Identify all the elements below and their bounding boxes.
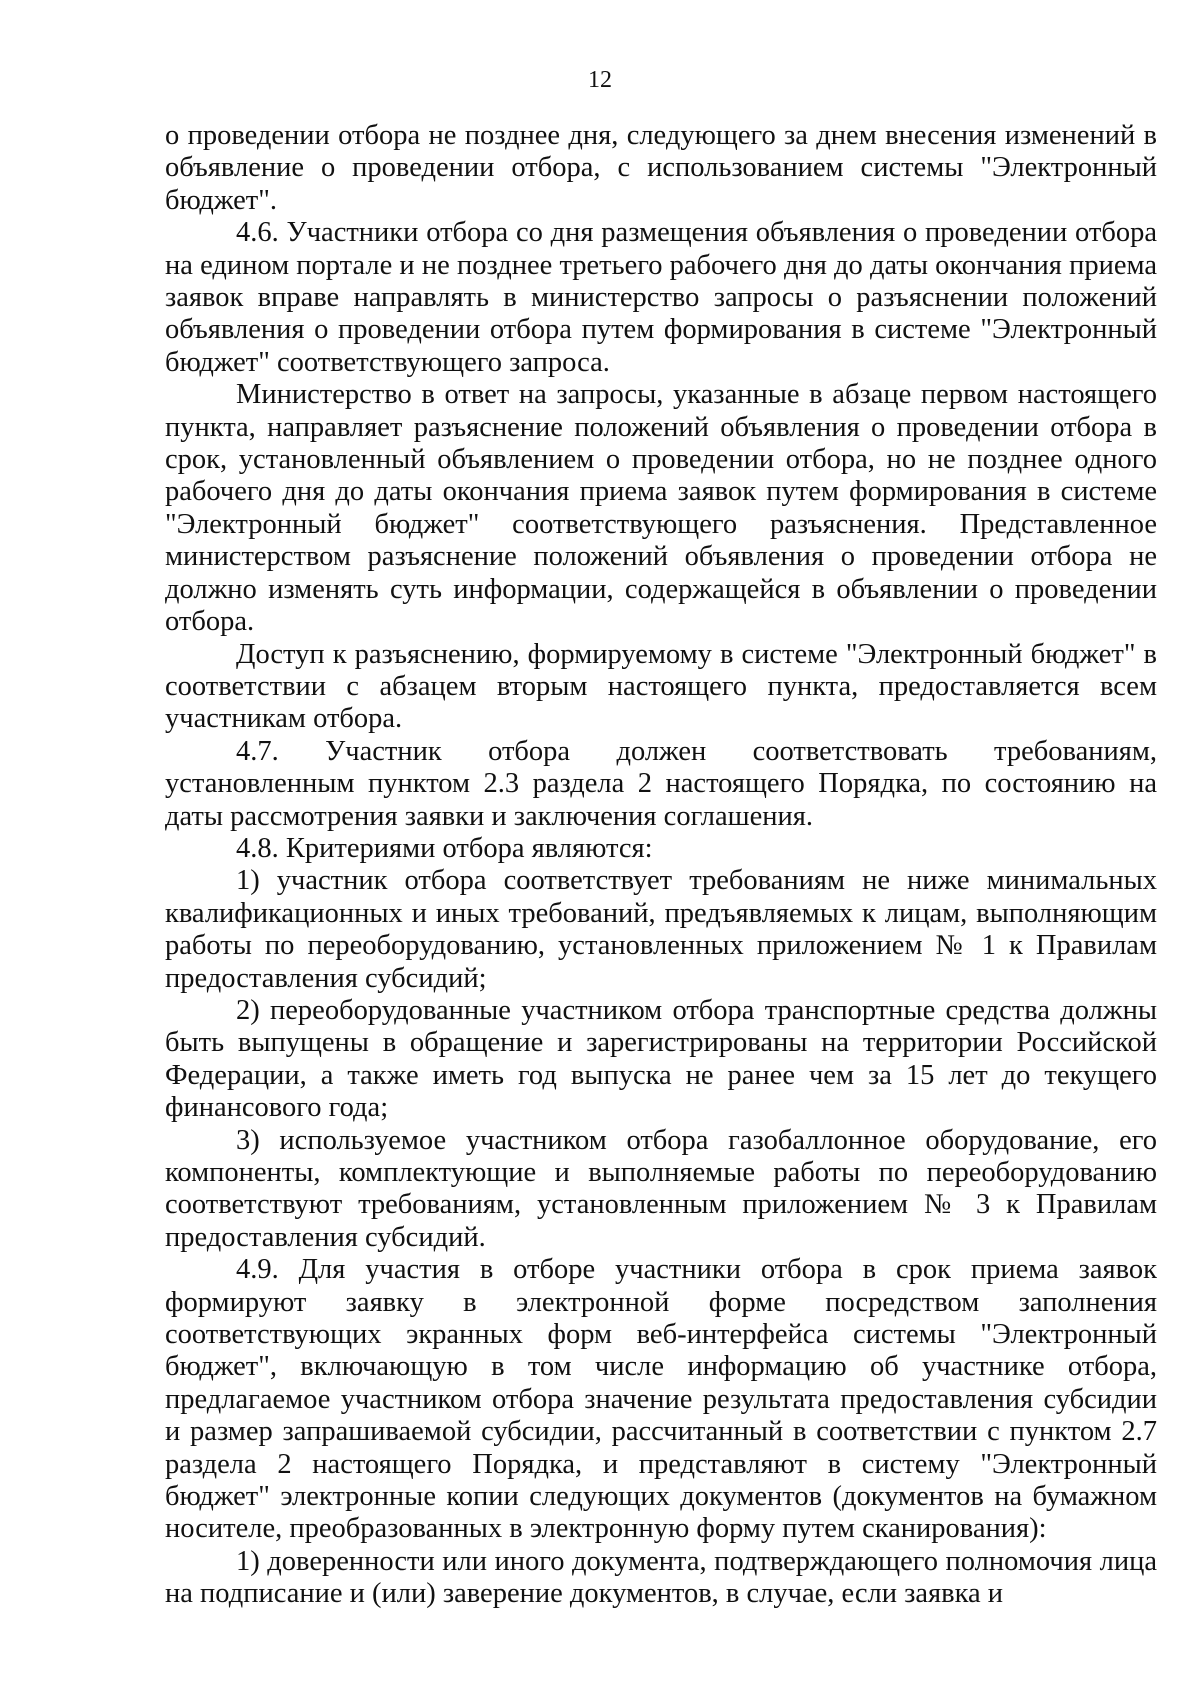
page-number: 12 [588, 67, 612, 93]
paragraph-4-6: 4.6. Участники отбора со дня размещения объявления о проведении отбора на едином портале и не позднее третьего рабочего дня до даты окончания приема заявок вправе направлять в министерство запросы о разъяснении положений объявления о проведении отбора путем формирования в системе "Электронный бюджет" соответствующего запроса. [165, 217, 1157, 378]
document-body [165, 120, 1157, 1611]
paragraph-access-to-clarification: Доступ к разъяснению, формируемому в системе "Электронный бюджет" в соответствии с абзацем вторым настоящего пункта, предоставляется всем участникам отбора. [165, 638, 1157, 735]
paragraph-4-7: 4.7. Участник отбора должен соответствовать требованиям, установленным пунктом 2.3 раздела 2 настоящего Порядка, по состоянию на даты рассмотрения заявки и заключения соглашения. [165, 735, 1157, 832]
documents-item-1: 1) доверенности или иного документа, подтверждающего полномочия лица на подписание и (или) заверение документов, в случае, если заявка и [165, 1545, 1157, 1610]
paragraph-continuation: о проведении отбора не позднее дня, следующего за днем внесения изменений в объявление о проведении отбора, с использованием системы "Электронный бюджет". [165, 120, 1157, 216]
paragraph-ministry-response: Министерство в ответ на запросы, указанные в абзаце первом настоящего пункта, направляет разъяснение положений объявления о проведении отбора в срок, установленный объявлением о проведении отбора, но не позднее одного рабочего дня до даты окончания приема заявок путем формирования в системе "Электронный бюджет" соответствующего разъяснения. Представленное министерством разъяснение положений объявления о проведении отбора не должно изменять суть информации, содержащейся в объявлении о проведении отбора. [165, 379, 1157, 638]
criteria-item-1: 1) участник отбора соответствует требованиям не ниже минимальных квалификационных и иных требований, предъявляемых к лицам, выполняющим работы по переоборудованию, установленных приложением № 1 к Правилам предоставления субсидий; [165, 865, 1157, 994]
criteria-item-3: 3) используемое участником отбора газобаллонное оборудование, его компоненты, комплектующие и выполняемые работы по переоборудованию соответствуют требованиям, установленным приложением № 3 к Правилам предоставления субсидий. [165, 1124, 1157, 1253]
paragraph-4-9: 4.9. Для участия в отборе участники отбора в срок приема заявок формируют заявку в электронной форме посредством заполнения соответствующих экранных форм веб-интерфейса системы "Электронный бюджет", включающую в том числе информацию об участнике отбора, предлагаемое участником отбора значение результата предоставления субсидии и размер запрашиваемой субсидии, рассчитанный в соответствии с пунктом 2.7 раздела 2 настоящего Порядка, и представляют в систему "Электронный бюджет" электронные копии следующих документов (документов на бумажном носителе, преобразованных в электронную форму путем сканирования): [165, 1254, 1157, 1545]
criteria-item-2: 2) переоборудованные участником отбора транспортные средства должны быть выпущены в обращение и зарегистрированы на территории Российской Федерации, а также иметь год выпуска не ранее чем за 15 лет до текущего финансового года; [165, 994, 1157, 1124]
paragraph-4-8: 4.8. Критериями отбора являются: [236, 832, 653, 864]
